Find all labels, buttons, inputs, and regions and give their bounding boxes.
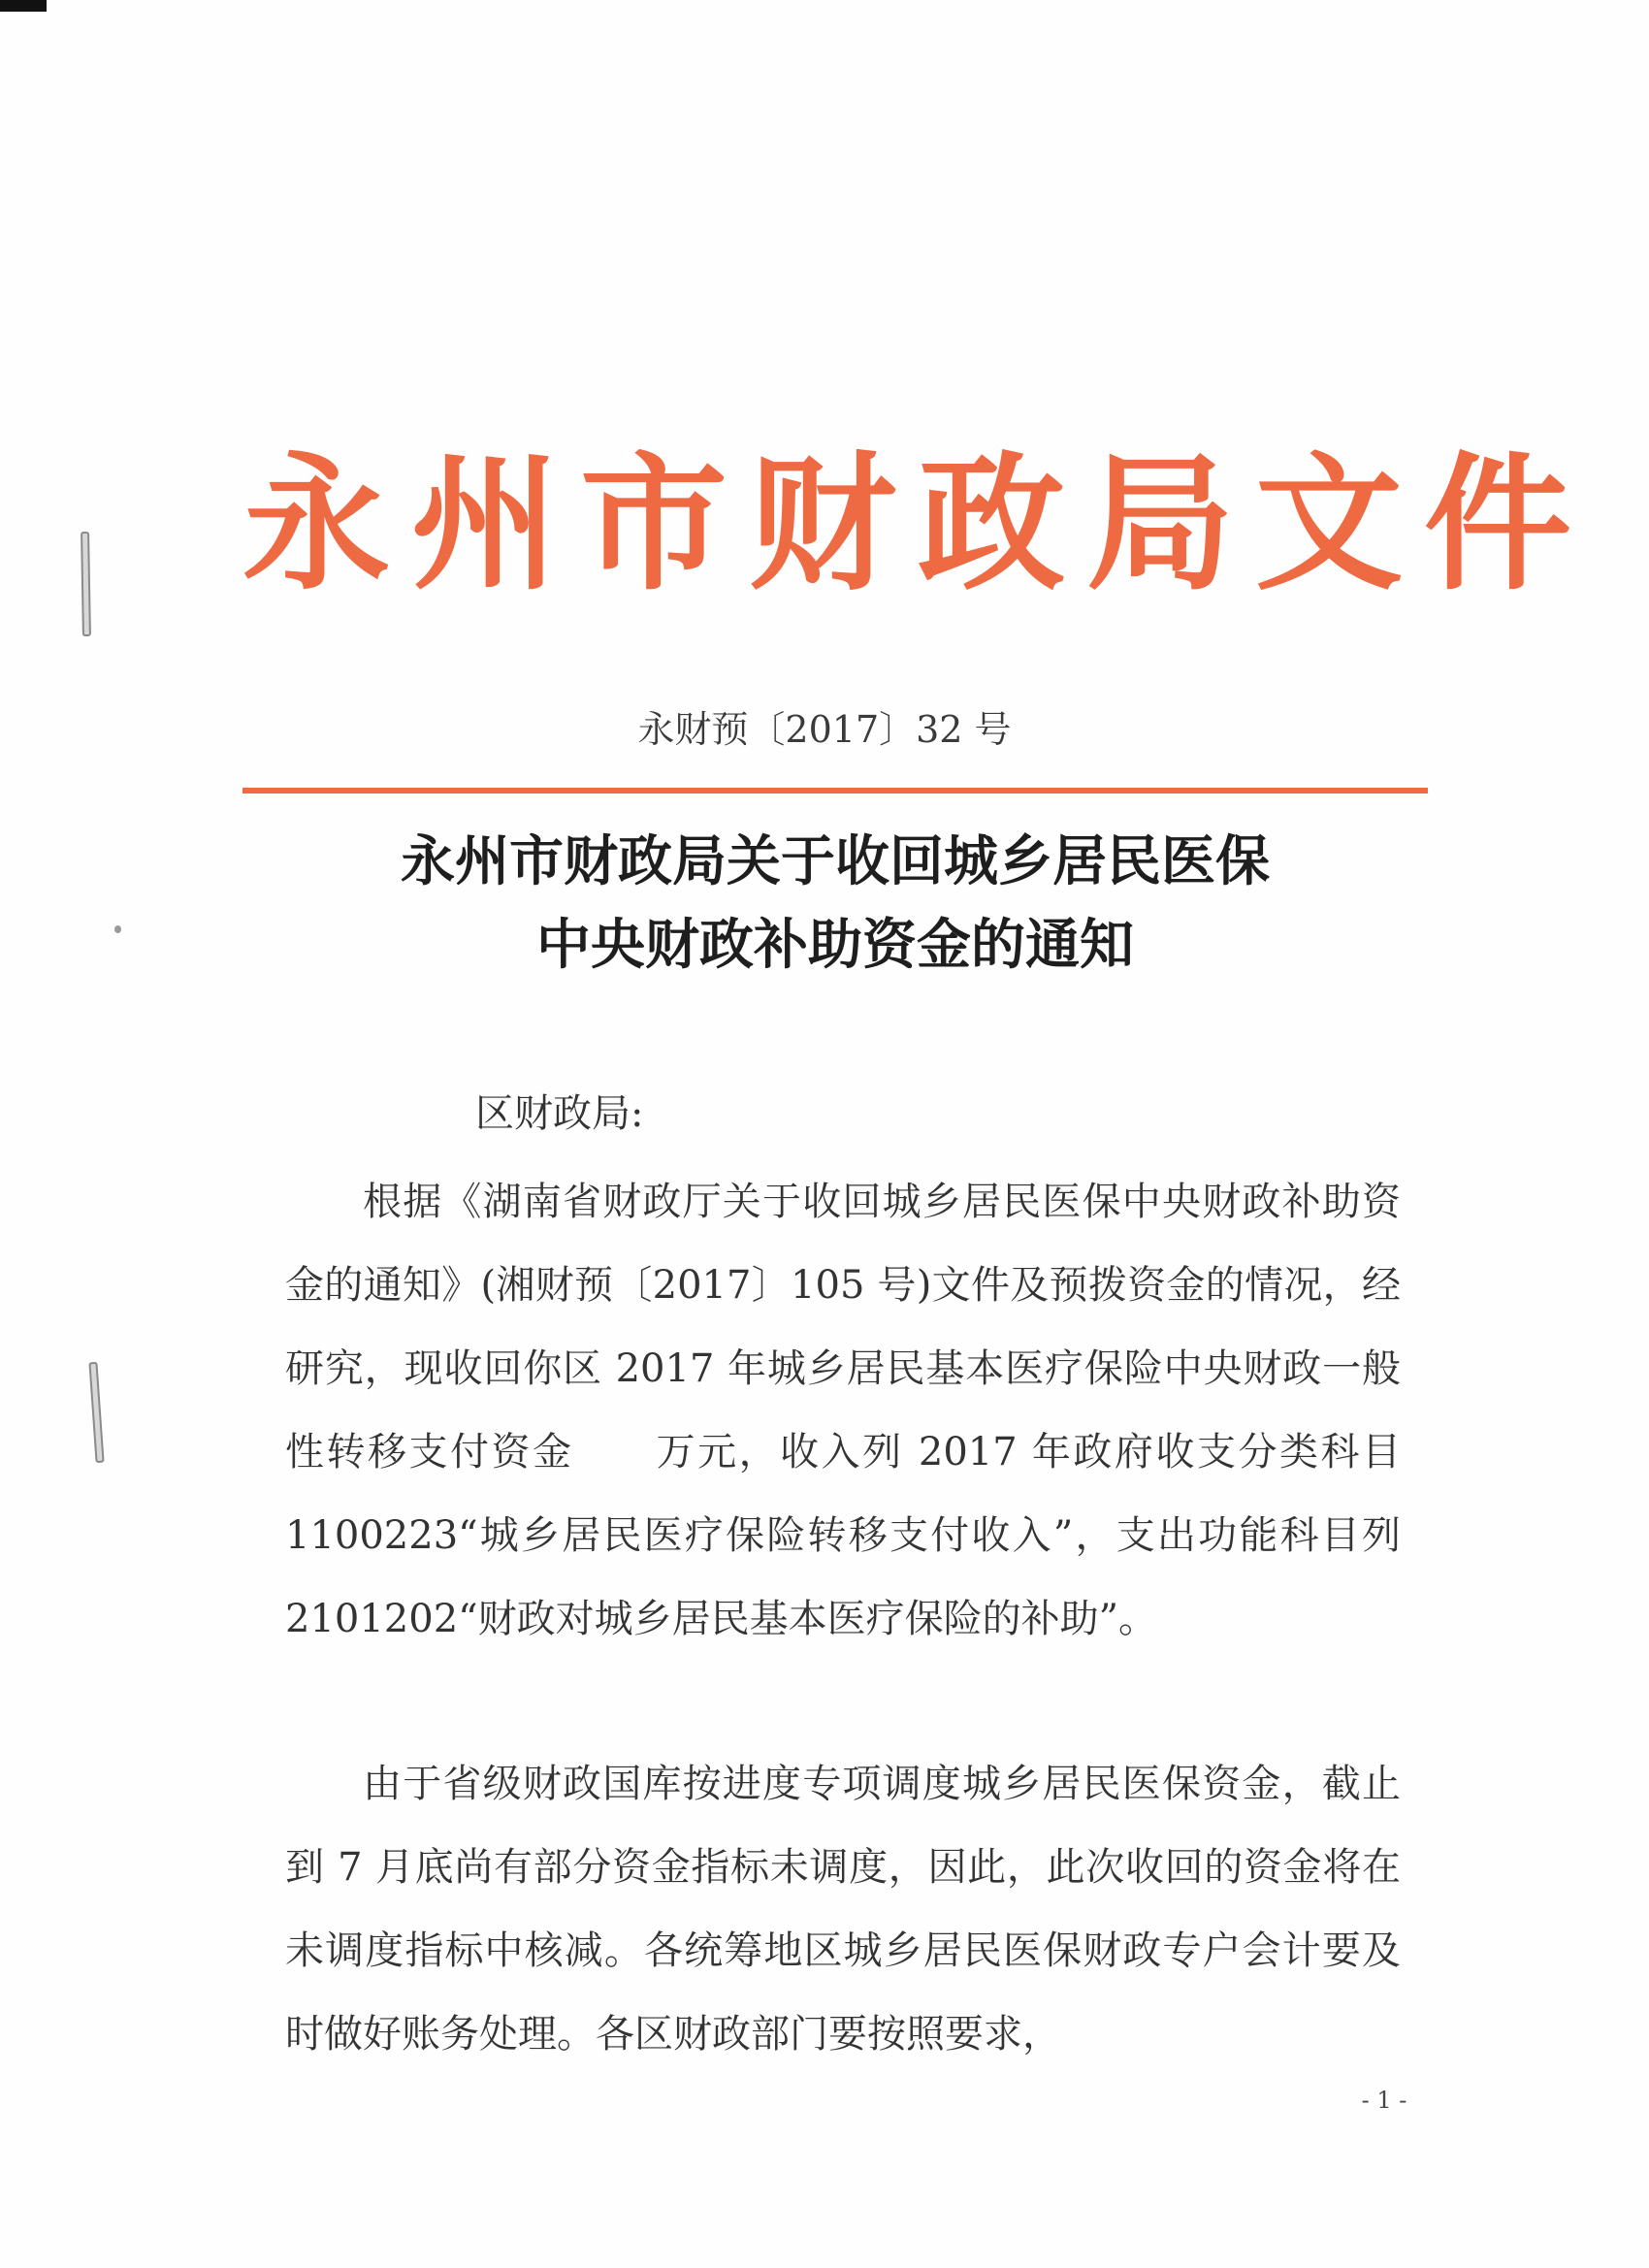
document-title <box>242 821 1428 988</box>
staple-top <box>81 532 91 636</box>
title-line-1: 永州市财政局关于收回城乡居民医保 <box>401 830 1270 893</box>
salutation: 区财政局: <box>475 1091 644 1136</box>
body-paragraph-1: 根据《湖南省财政厅关于收回城乡居民医保中央财政补助资金的通知》(湘财预〔2017〕105 号)文件及预拨资金的情况，经研究，现收回你区 2017 年城乡居民基本医疗保险中央财政一般性转移支付资金 万元，收入列 2017 年政府收支分类科目 1100223“城乡居民医疗保险转移支付收入”，支出功能科目列 2101202“财政对城乡居民基本医疗保险的补助”。 <box>285 1180 1401 1641</box>
red-separator-rule <box>242 788 1428 794</box>
scan-speck <box>114 925 121 933</box>
body-paragraph-2: 由于省级财政国库按进度专项调度城乡居民医保资金，截止到 7 月底尚有部分资金指标未调度，因此，此次收回的资金将在未调度指标中核减。各统筹地区城乡居民医保财政专户会计要及时做好账务处理。各区财政部门要按照要求， <box>285 1762 1401 2057</box>
document-number: 永财预〔2017〕32 号 <box>637 708 1012 751</box>
document-masthead: 永州市财政局文件 <box>242 437 1593 610</box>
title-line-2: 中央财政补助资金的通知 <box>536 914 1134 977</box>
page-number: - 1 - <box>1361 2087 1407 2114</box>
scan-corner-mark <box>0 0 47 12</box>
staple-bottom <box>88 1362 104 1463</box>
